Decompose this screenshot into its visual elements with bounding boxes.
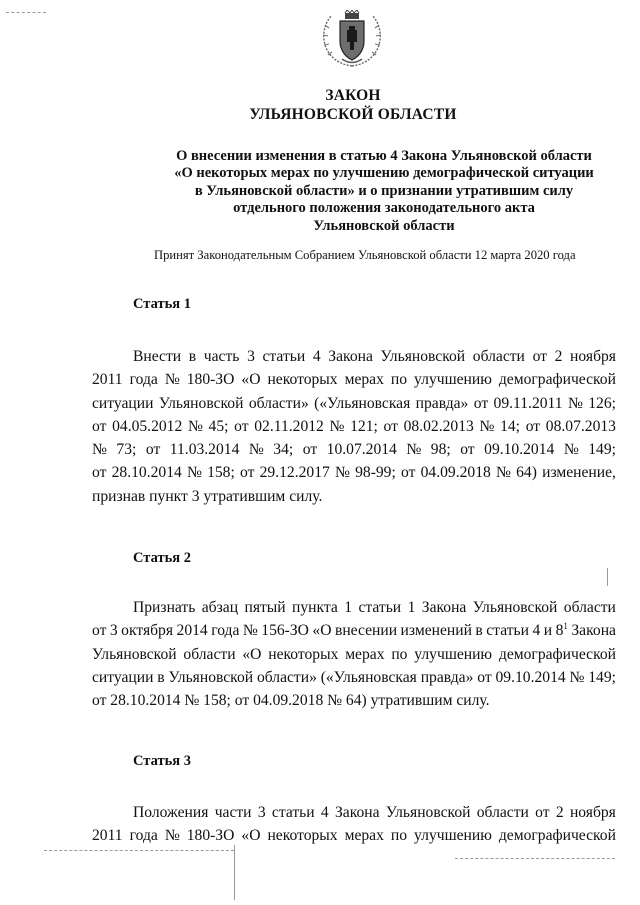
text-line [92,415,616,438]
word: ноября [570,348,616,365]
word: Закона [421,599,467,616]
word: некоторых [268,645,339,663]
word: 180-ЗО [186,371,235,389]
word: некоторых [267,371,338,389]
word: № [567,394,583,412]
word: статьи [271,804,315,821]
word: «О [241,827,261,845]
word: Закона [334,804,380,821]
word: 2011 [92,827,123,845]
word: 149; [588,668,616,686]
word: 158; [207,464,235,482]
text-line [92,801,616,824]
word: года [211,622,240,640]
word: от [473,394,489,412]
subject-line: О внесении изменения в статью 4 Закона Ульяновской области [176,148,592,164]
text-line [92,824,616,847]
word: от [383,417,398,435]
scan-artifact [234,845,235,900]
word: 3 [247,348,255,365]
word: № [406,441,422,459]
word: по [390,827,408,845]
adoption-note: Принят Законодательным Собранием Ульяновской области 12 марта 2020 года [154,248,576,262]
word: от [302,441,318,459]
word: 64) [516,464,537,482]
word: ситуации [92,394,154,412]
word: области [563,599,616,616]
subject-line: в Ульяновской области» и о признании утратившим силу [194,182,574,199]
word: статьи [358,599,402,616]
word: пятый [244,599,286,616]
text-line [92,345,616,368]
word: 14; [500,417,520,435]
word: Ульяновской [472,599,558,616]
word: 121; [350,417,378,435]
word: № [496,464,511,482]
word: пункта [292,599,338,616]
word: («Ульяновская [314,394,411,412]
law-region: УЛЬЯНОВСКОЙ ОБЛАСТИ [249,106,457,123]
word: 09.10.2014 [484,441,555,459]
word: № [242,622,258,640]
word: от [234,417,249,435]
word: «О [241,371,261,389]
word: по [391,645,408,663]
word: 34; [273,441,294,459]
coat-of-arms-icon [318,10,386,72]
word: от [532,348,547,365]
word: демографической [498,827,616,845]
word: № [563,441,579,459]
text-line [92,438,616,461]
word: от [145,441,161,459]
word: мерах [345,645,385,663]
scan-artifact [6,12,46,13]
word: статьи [486,622,529,640]
word: от [92,622,107,640]
word: 08.07.2013 [545,417,616,435]
text-line [92,461,616,484]
word: № [164,371,180,389]
word: ноября [569,804,616,821]
word: Ульяновской [158,394,244,412]
word: 1 [344,599,353,616]
word: улучшению [414,645,493,663]
word: по [390,371,408,389]
word: Признать [133,599,196,616]
word: демографической [498,645,616,663]
word: 180-ЗО [186,827,235,845]
text-line [92,392,616,415]
word: от [460,441,475,459]
article-2-heading: Статья 2 [133,550,191,566]
word: 04.09.2018 [420,464,491,482]
word: № [164,827,180,845]
subject-line: отдельного положения законодательного акта [233,200,535,217]
word: от [92,464,107,482]
article-3-heading: Статья 3 [133,753,191,769]
word: 4 [312,348,321,365]
word: от [92,417,107,435]
word: улучшению [414,827,492,845]
article-2-text [92,596,616,712]
word: улучшению [414,371,492,389]
word: «О [242,645,262,663]
word: $8^1$ [555,621,568,640]
word: области [472,348,525,365]
word: Ульяновской [380,348,466,365]
word: статьи [262,348,306,365]
word: Ульяновской [92,645,177,663]
subject-line: Ульяновской области [313,217,455,234]
word: 2014 [176,622,208,640]
word: 09.10.2014 [495,668,566,686]
word: в [475,622,483,640]
word: 126; [588,394,616,412]
word: 156-ЗО [261,622,309,640]
word: Закона [328,348,373,365]
word: абзац [201,599,239,616]
word: 11.03.2014 [169,441,240,459]
word: области» [256,668,317,686]
word: 2011 [92,371,123,389]
text-line [92,619,616,642]
word: 4 [320,804,329,821]
word: 98-99; [355,464,396,482]
word: в [157,668,165,686]
word: некоторых [267,827,338,845]
article-1-heading: Статья 1 [133,296,191,312]
word: Внести [133,348,182,365]
word: 149; [588,441,616,459]
word: демографической [498,371,616,389]
word: области [476,804,529,821]
law-subject [60,148,640,235]
word: № [248,441,264,459]
word: 2 [555,804,564,821]
word: № [479,417,495,435]
word: 09.11.2011 [493,394,563,412]
word: № [335,464,350,482]
word: 2 [554,348,563,365]
word: Закона [571,622,616,640]
word: 73; [116,441,137,459]
word: изменение, [542,464,616,482]
word: № [186,464,202,482]
word: в [188,348,197,365]
scan-artifact [607,568,608,586]
word: 04.05.2012 [112,417,183,435]
word: № [329,417,345,435]
word: от [240,464,255,482]
word: 02.11.2012 [254,417,324,435]
word: 10.07.2014 [326,441,397,459]
text-line [92,596,616,619]
word: 08.02.2013 [403,417,474,435]
word: Ульяновской [168,668,254,686]
word: изменений [400,622,472,640]
word: 45; [208,417,229,435]
article-1-text [92,345,616,508]
word: 98; [430,441,451,459]
word: мерах [344,827,384,845]
word: области» [248,394,309,412]
word: и [543,622,553,640]
text-line [92,666,616,689]
word: внесении [334,622,398,640]
word: 4 [532,622,541,640]
word: 29.12.2017 [259,464,330,482]
word: Ульяновской [385,804,471,821]
law-title: ЗАКОН [325,87,381,104]
word: № [187,417,203,435]
word: области [183,645,236,663]
text-line [92,643,616,666]
word: «О [312,622,332,640]
word: ситуации [92,668,154,686]
word: года [129,827,158,845]
word: № [92,441,107,459]
text-line: от 28.10.2014 № 158; от 04.09.2018 № 64) утратившим силу. [92,692,490,710]
word: от [525,417,541,435]
word: от [535,804,550,821]
scan-artifact [455,858,615,859]
word: («Ульяновская [320,668,417,686]
word: Положения [133,804,209,821]
word: октября [121,622,174,640]
word: 3 [257,804,266,821]
subject-line: «О некоторых мерах по улучшению демографической ситуации [174,165,594,182]
word: года [129,371,158,389]
text-line [92,368,616,391]
word: 28.10.2014 [111,464,182,482]
word: правда» [420,668,474,686]
word: часть [203,348,240,365]
word: 1 [407,599,416,616]
word: № [569,668,585,686]
word: от [401,464,416,482]
word: 3 [109,622,118,640]
word: правда» [415,394,469,412]
word: мерах [344,371,384,389]
text-line: признав пункт 3 утратившим силу. [92,487,323,505]
word: от [477,668,492,686]
article-3-text [92,801,616,848]
word: части [214,804,252,821]
scan-artifact [44,850,234,851]
superscript: 1 [563,621,568,632]
